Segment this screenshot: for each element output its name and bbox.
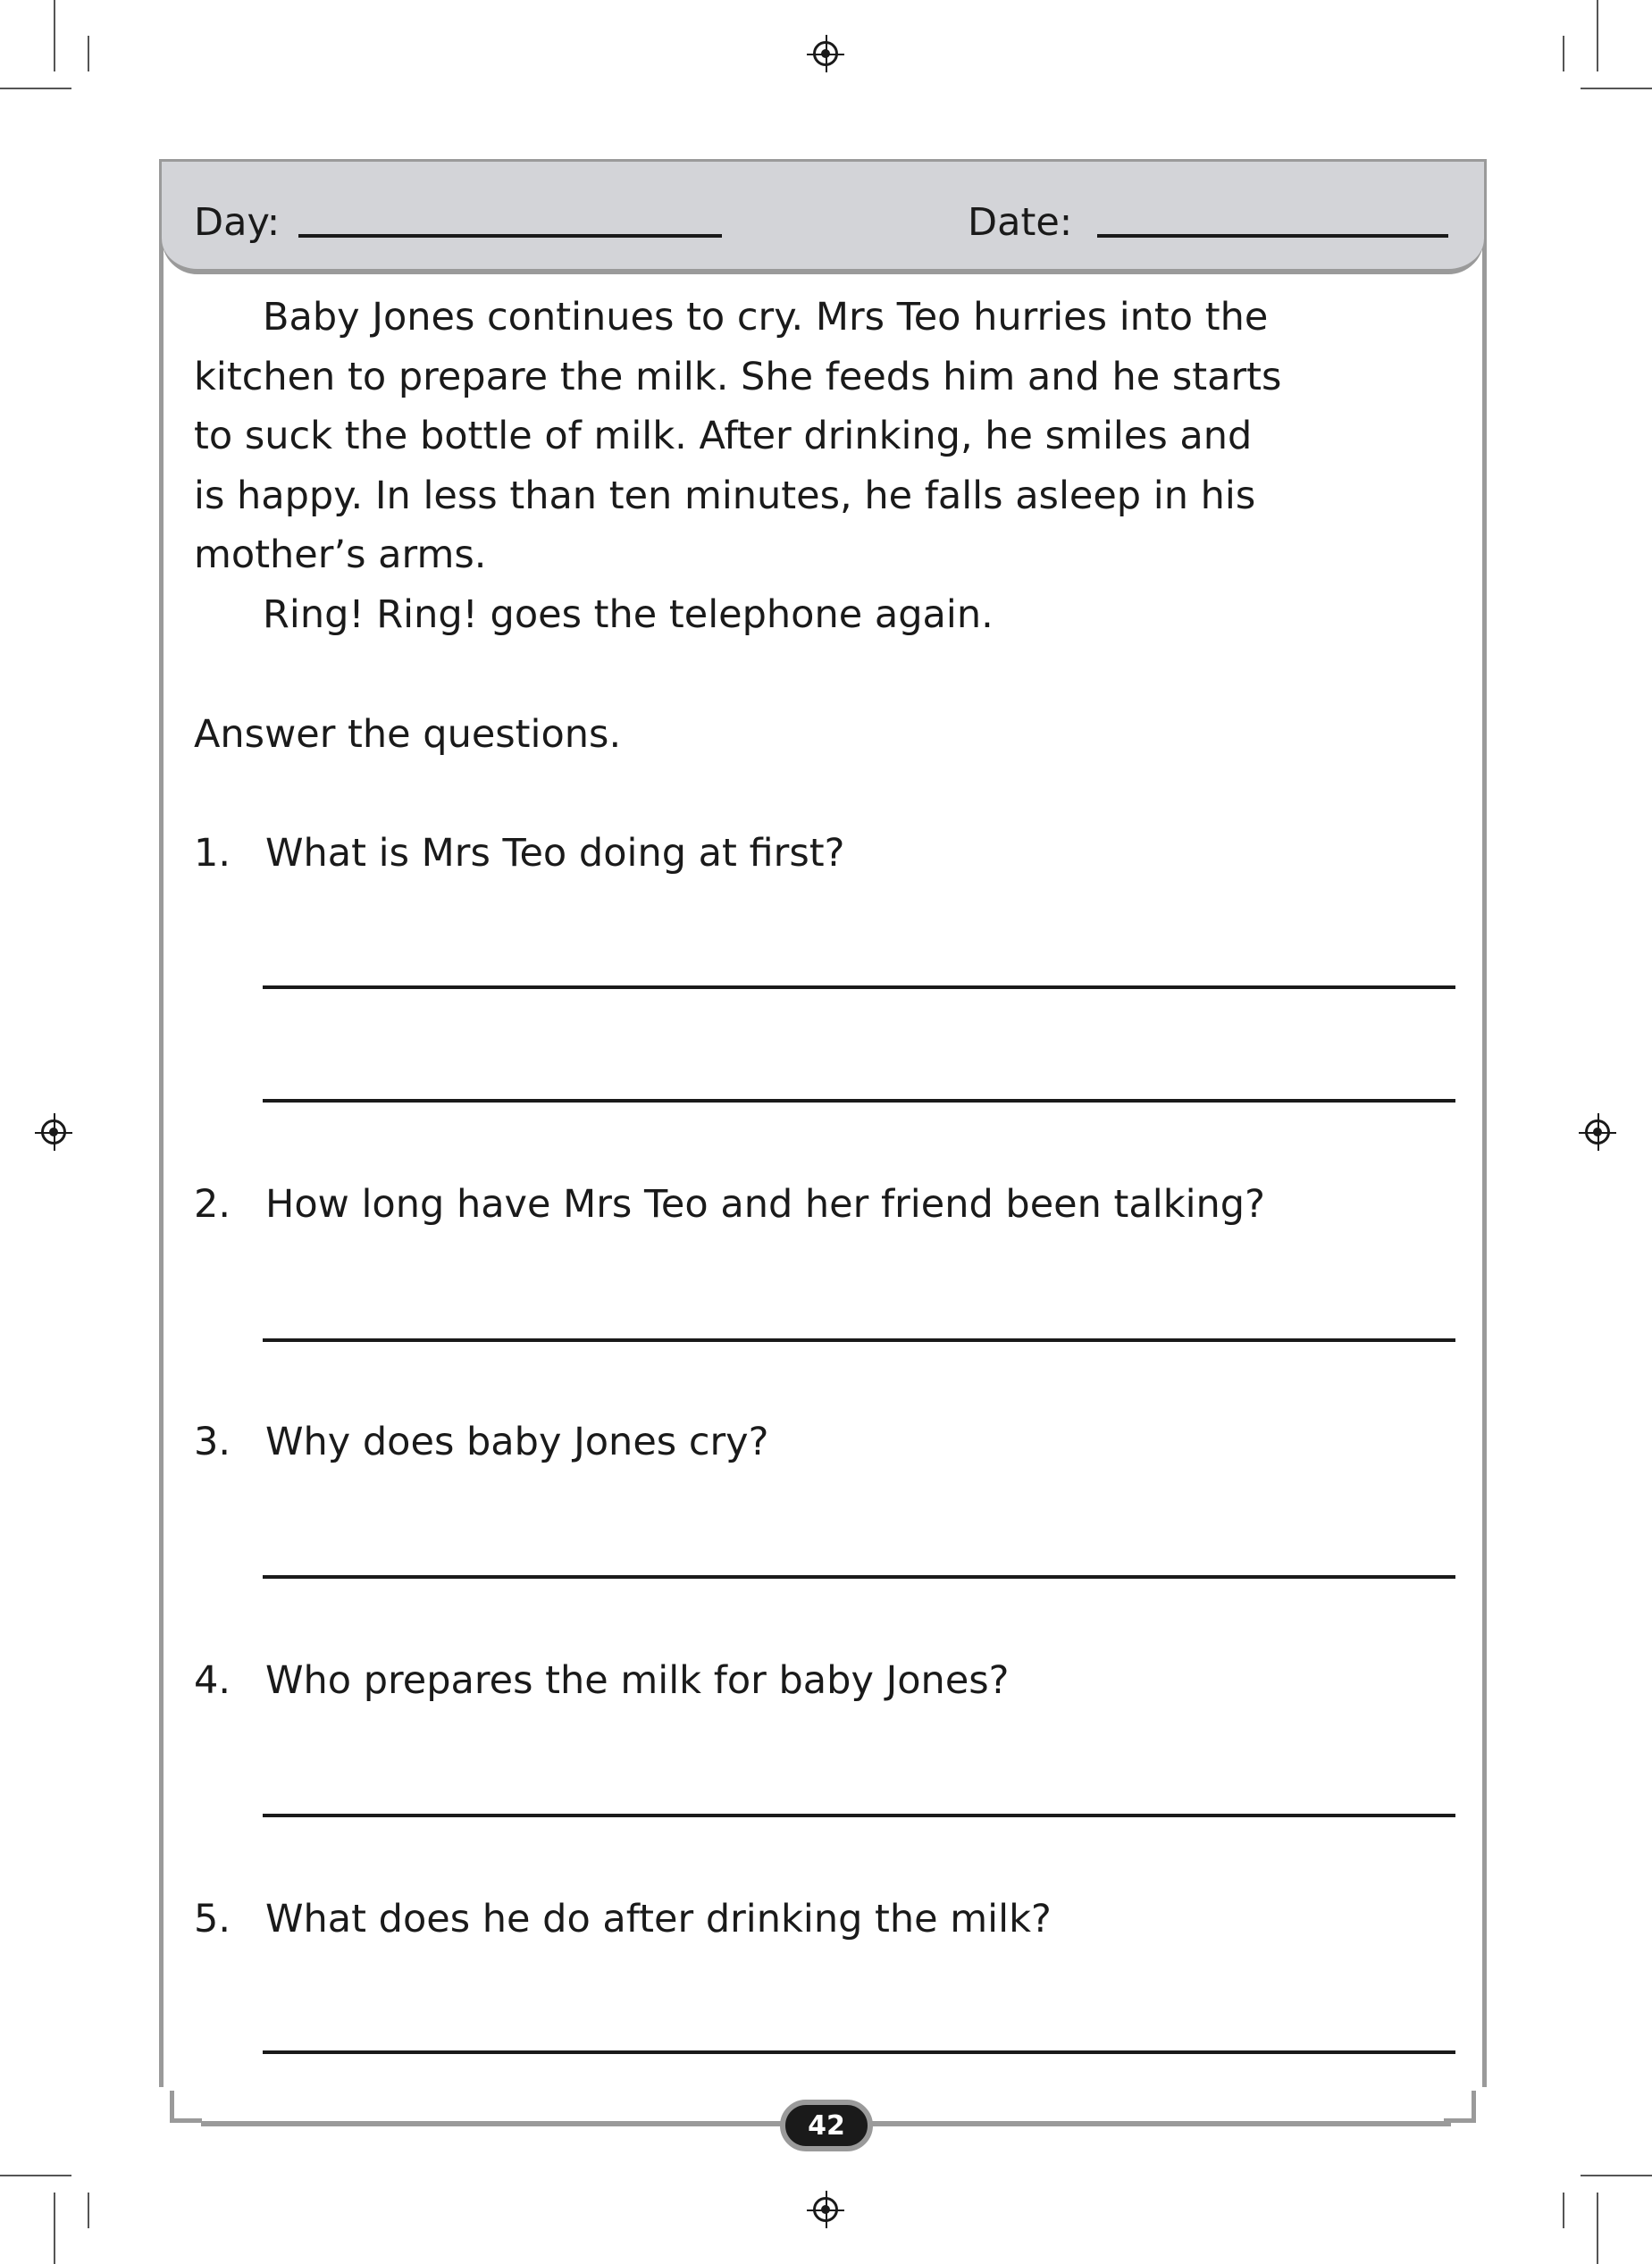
frame-corner-ornament <box>1444 2091 1476 2123</box>
answer-line[interactable] <box>263 1338 1455 1342</box>
question-number: 5. <box>194 1897 231 1941</box>
passage-line: kitchen to prepare the milk. She feeds him and he starts <box>194 355 1282 399</box>
question-text: What does he do after drinking the milk? <box>265 1897 1052 1941</box>
question-number: 3. <box>194 1420 231 1464</box>
crop-mark <box>0 2175 71 2176</box>
crop-mark <box>88 2193 89 2228</box>
day-label: Day: <box>194 200 281 245</box>
registration-mark-icon <box>813 41 838 66</box>
passage-line: to suck the bottle of milk. After drinking, he smiles and <box>194 414 1253 458</box>
question-text: What is Mrs Teo doing at first? <box>265 831 845 876</box>
crop-mark <box>88 36 89 71</box>
answer-line[interactable] <box>263 1099 1455 1103</box>
question-number: 2. <box>194 1182 231 1227</box>
crop-mark <box>1597 2193 1598 2264</box>
answer-line[interactable] <box>263 1814 1455 1817</box>
question-text: Why does baby Jones cry? <box>265 1420 769 1464</box>
date-field[interactable] <box>1097 234 1448 238</box>
question-number: 1. <box>194 831 231 876</box>
passage-line: mother’s arms. <box>194 532 487 577</box>
passage-line: Ring! Ring! goes the telephone again. <box>263 592 994 637</box>
date-label: Date: <box>968 200 1073 245</box>
answer-line[interactable] <box>263 1575 1455 1579</box>
crop-mark <box>54 2193 55 2264</box>
crop-mark <box>1563 36 1564 71</box>
question-text: Who prepares the milk for baby Jones? <box>265 1658 1010 1703</box>
day-field[interactable] <box>298 234 722 238</box>
registration-mark-icon <box>1585 1119 1610 1145</box>
registration-mark-icon <box>41 1119 66 1145</box>
crop-mark <box>1581 2175 1652 2176</box>
passage-line: Baby Jones continues to cry. Mrs Teo hurries into the <box>263 295 1269 340</box>
crop-mark <box>1581 88 1652 89</box>
registration-mark-icon <box>813 2197 838 2222</box>
question-number: 4. <box>194 1658 231 1703</box>
page-number: 42 <box>780 2100 873 2151</box>
answer-line[interactable] <box>263 985 1455 989</box>
passage-line: is happy. In less than ten minutes, he falls asleep in his <box>194 474 1256 518</box>
frame-corner-ornament <box>170 2091 202 2123</box>
crop-mark <box>54 0 55 71</box>
question-text: How long have Mrs Teo and her friend been talking? <box>265 1182 1265 1227</box>
crop-mark <box>0 88 71 89</box>
instruction: Answer the questions. <box>194 712 622 757</box>
day-date-header <box>162 162 1484 274</box>
crop-mark <box>1597 0 1598 71</box>
answer-line[interactable] <box>263 2050 1455 2054</box>
crop-mark <box>1563 2193 1564 2228</box>
